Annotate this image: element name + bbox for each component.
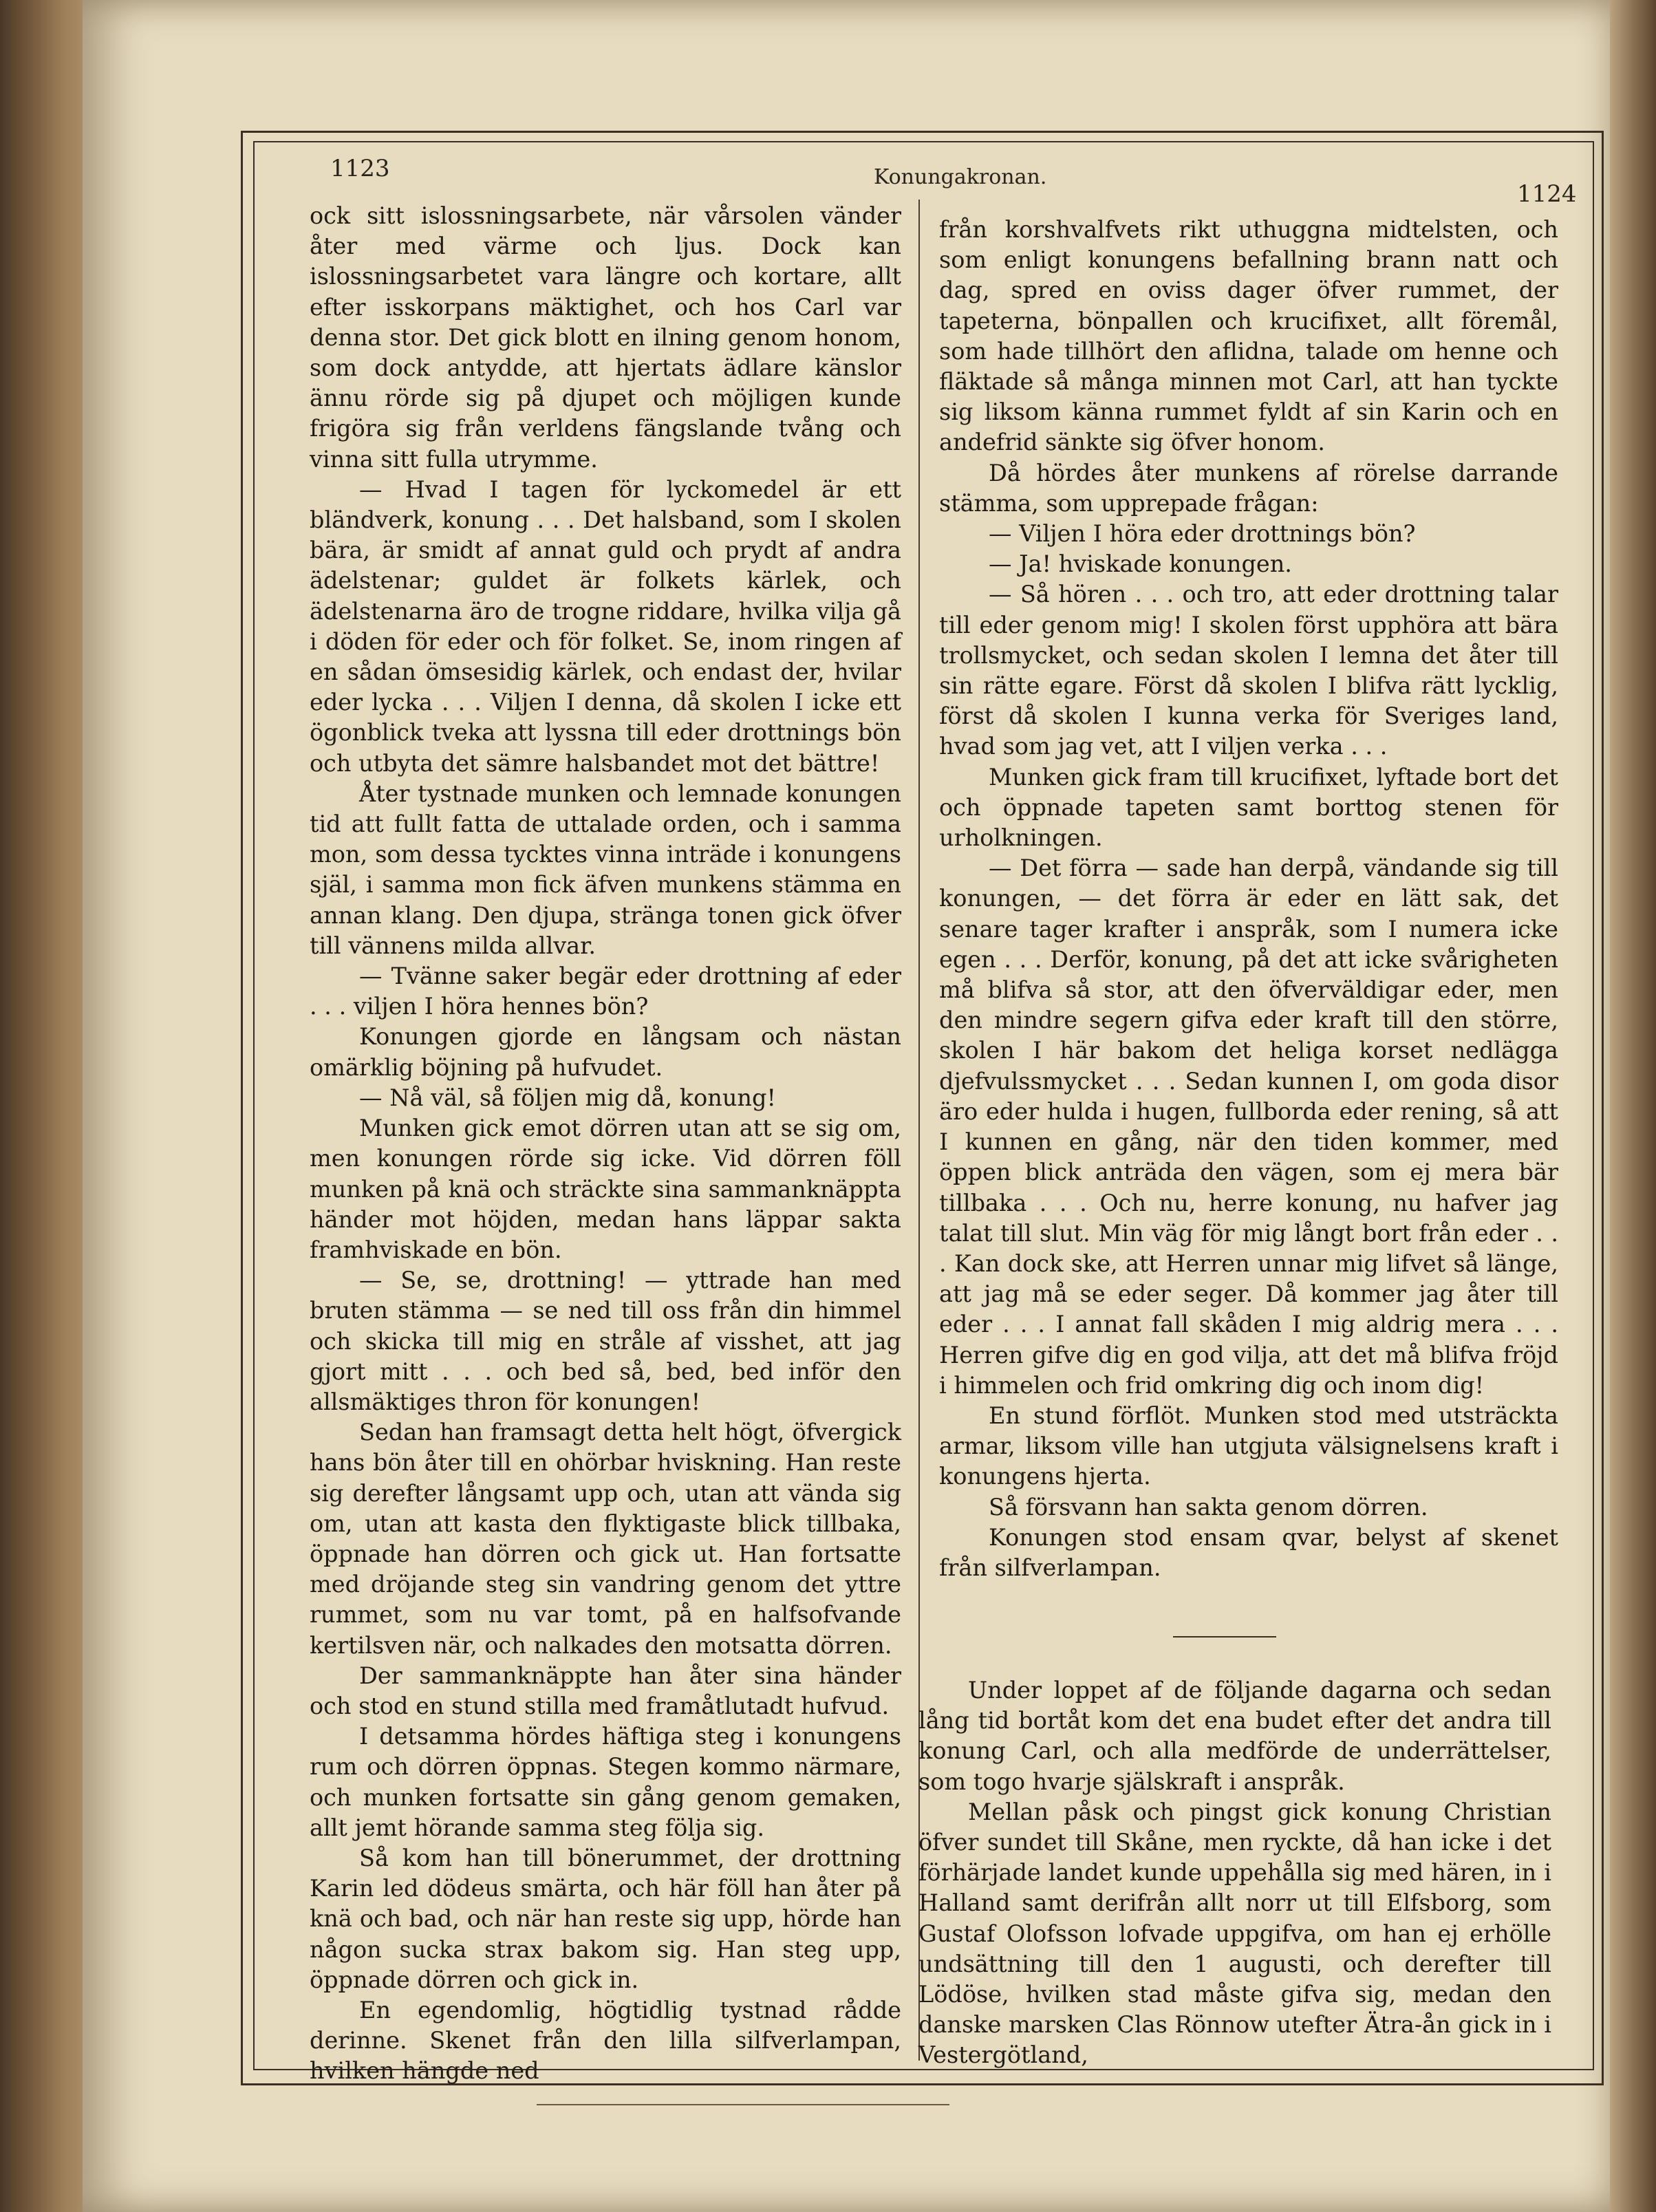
paragraph: Så kom han till bönerummet, der drottning Karin led dödeus smärta, och här föll han åter på knä och bad, och när han reste sig upp, hörde han någon sucka strax bakom sig. Han steg upp, öppnade dörren och gick in. bbox=[310, 1844, 901, 1993]
paragraph: Konungen gjorde en långsam och nästan omärklig böjning på hufvudet. bbox=[310, 1023, 901, 1081]
paragraph: — Se, se, drottning! — yttrade han med bruten stämma — se ned till oss från din himmel och skicka till mig en stråle af visshet, att jag gjort mitt . . . och bed så, bed, bed inför den allsmäktiges thron för konungen! bbox=[310, 1267, 901, 1415]
paragraph: Då hördes åter munkens af rörelse darrande stämma, som upprepade frågan: bbox=[939, 459, 1558, 517]
paragraph: Sedan han framsagt detta helt högt, öfvergick hans bön åter till en ohörbar hviskning. Han reste sig derefter långsamt upp och, utan att vända sig om, utan att kasta den flyktigaste blick tillbaka, öppnade han dörren och gick ut. Han fortsatte med dröjande steg sin vandring genom det yttre rummet, som nu var tomt, på en halfsofvande kertilsven när, och nalkades den motsatta dörren. bbox=[310, 1419, 901, 1659]
paragraph: — Hvad I tagen för lyckomedel är ett bländverk, konung . . . Det halsband, som I skolen bära, är smidt af annat guld och prydt af andra ädelstenar; guldet är folkets kärlek, och ädelstenarna äro de trogne riddare, hvilka vilja gå i döden för eder och för folket. Se, inom ringen af en sådan ömsesidig kärlek, och endast der, hvilar eder lycka . . . Viljen I denna, då skolen I icke ett ögonblick tveka att lyssna till eder drottnings bön och utbyta det sämre halsbandet mot det bättre! bbox=[310, 475, 901, 777]
page-edge bbox=[1610, 0, 1656, 2212]
paragraph: — Ja! hviskade konungen. bbox=[989, 550, 1292, 578]
paragraph: En stund förflöt. Munken stod med utsträckta armar, liksom ville han utgjuta välsignelsens kraft i konungens hjerta. bbox=[939, 1402, 1558, 1490]
paragraph: Konungen stod ensam qvar, belyst af skenet från silfverlampan. bbox=[939, 1523, 1558, 1581]
running-title: Konungakronan. bbox=[874, 165, 1047, 189]
paragraph: En egendomlig, högtidlig tystnad rådde derinne. Skenet från den lilla silfverlampan, hvilken hängde ned bbox=[310, 1996, 901, 2085]
right-column-bottom bbox=[918, 1675, 1551, 2071]
paragraph: Der sammanknäppte han åter sina händer och stod en stund stilla med framåtlutadt hufvud. bbox=[310, 1662, 901, 1719]
section-divider-rule bbox=[1173, 1636, 1276, 1637]
paragraph: — Så hören . . . och tro, att eder drottning talar till eder genom mig! I skolen först upphöra att bära trollsmycket, och sedan skolen I lemna det åter till sin rätte egare. Först då skolen I blifva rätt lycklig, först då skolen I kunna verka för Sveriges land, hvad som jag vet, att I viljen verka . . . bbox=[939, 581, 1558, 760]
paragraph: från korshvalfvets rikt uthuggna midtelsten, och som enligt konungens befallning brann natt och dag, spred en oviss dager öfver rummet, der tapeterna, bönpallen och krucifixet, allt föremål, som hade tillhört den aflidna, talade om henne och fläktade så många minnen mot Carl, att han tyckte sig liksom känna rummet fyldt af sin Karin och en andefrid sänkte sig öfver honom. bbox=[939, 216, 1558, 456]
paragraph: — Det förra — sade han derpå, vändande sig till konungen, — det förra är eder en lätt sak, det senare tager krafter i anspråk, som I numera icke egen . . . Derför, konung, på det att icke svårigheten må blifva så stor, att den öfverväldigar eder, men den mindre segern gifva eder kraft till den större, skolen I här bakom det heliga korset nedlägga djefvulssmycket . . . Sedan kunnen I, om goda disor äro eder hulda i hugen, fullborda eder rening, så att I kunnen en gång, när den tiden kommer, med öppen blick anträda den vägen, som ej mera bär tillbaka . . . Och nu, herre konung, nu hafver jag talat till slut. Min väg för mig långt bort från eder . . . Kan dock ske, att Herren unnar mig lifvet så länge, att jag må se eder seger. Då kommer jag åter till eder . . . I annat fall skåden I mig aldrig mera . . . Herren gifve dig en god vilja, att det må blifva fröjd i himmelen och frid omkring dig och inom dig! bbox=[939, 855, 1558, 1399]
paragraph: — Nå väl, så följen mig då, konung! bbox=[359, 1084, 776, 1111]
paragraph: Munken gick emot dörren utan att se sig om, men konungen rörde sig icke. Vid dörren föll munken på knä och sträckte sina sammanknäppta händer mot höjden, medan hans läppar sakta framhviskade en bön. bbox=[310, 1115, 901, 1263]
paragraph: — Tvänne saker begär eder drottning af eder . . . viljen I höra hennes bön? bbox=[310, 963, 901, 1020]
paragraph: ock sitt islossningsarbete, när vårsolen vänder åter med värme och ljus. Dock kan islossningsarbetet vara längre och kortare, allt efter isskorpans mäktighet, och hos Carl var denna stor. Det gick blott en ilning genom honom, som dock antydde, att hjertats ädlare känslor ännu rörde sig på djupet och möjligen kunde frigöra sig från verldens fängslande tvång och vinna sitt fulla utrymme. bbox=[310, 202, 901, 473]
paragraph: Så försvann han sakta genom dörren. bbox=[989, 1493, 1428, 1521]
paragraph: Mellan påsk och pingst gick konung Christian öfver sundet till Skåne, men ryckte, då han icke i det förhärjade landet kunde uppehålla sig med hären, in i Halland samt derifrån allt norr ut till Elfsborg, som Gustaf Olofsson lofvade uppgifva, om han ej erhölle undsättning till den 1 augusti, och derefter till Lödöse, hvilken stad måste gifva sig, medan den danske marsken Clas Rönnow utefter Ätra-ån gick in i Vestergötland, bbox=[918, 1798, 1551, 2069]
right-column-top bbox=[939, 215, 1558, 1583]
paragraph: Under loppet af de följande dagarna och sedan lång tid bortåt kom det ena budet efter det andra till konung Carl, och alla medförde de underrättelser, som togo hvarje själskraft i anspråk. bbox=[918, 1677, 1551, 1795]
left-column bbox=[310, 201, 901, 2087]
paragraph: — Viljen I höra eder drottnings bön? bbox=[989, 520, 1416, 548]
page-number-left: 1123 bbox=[330, 155, 390, 182]
bottom-rule bbox=[537, 2104, 949, 2105]
paragraph: Åter tystnade munken och lemnade konungen tid att fullt fatta de uttalade orden, och i samma mon, som dessa tycktes vinna inträde i konungens själ, i samma mon fick äfven munkens stämma en annan klang. Den djupa, stränga tonen gick öfver till vännens milda allvar. bbox=[310, 780, 901, 959]
page-number-right: 1124 bbox=[1517, 180, 1577, 208]
paragraph: I detsamma hördes häftiga steg i konungens rum och dörren öppnas. Stegen kommo närmare, och munken fortsatte sin gång genom gemaken, allt jemt hörande samma steg följa sig. bbox=[310, 1723, 901, 1841]
paragraph: Munken gick fram till krucifixet, lyftade bort det och öppnade tapeten samt borttog stenen för urholkningen. bbox=[939, 763, 1558, 852]
